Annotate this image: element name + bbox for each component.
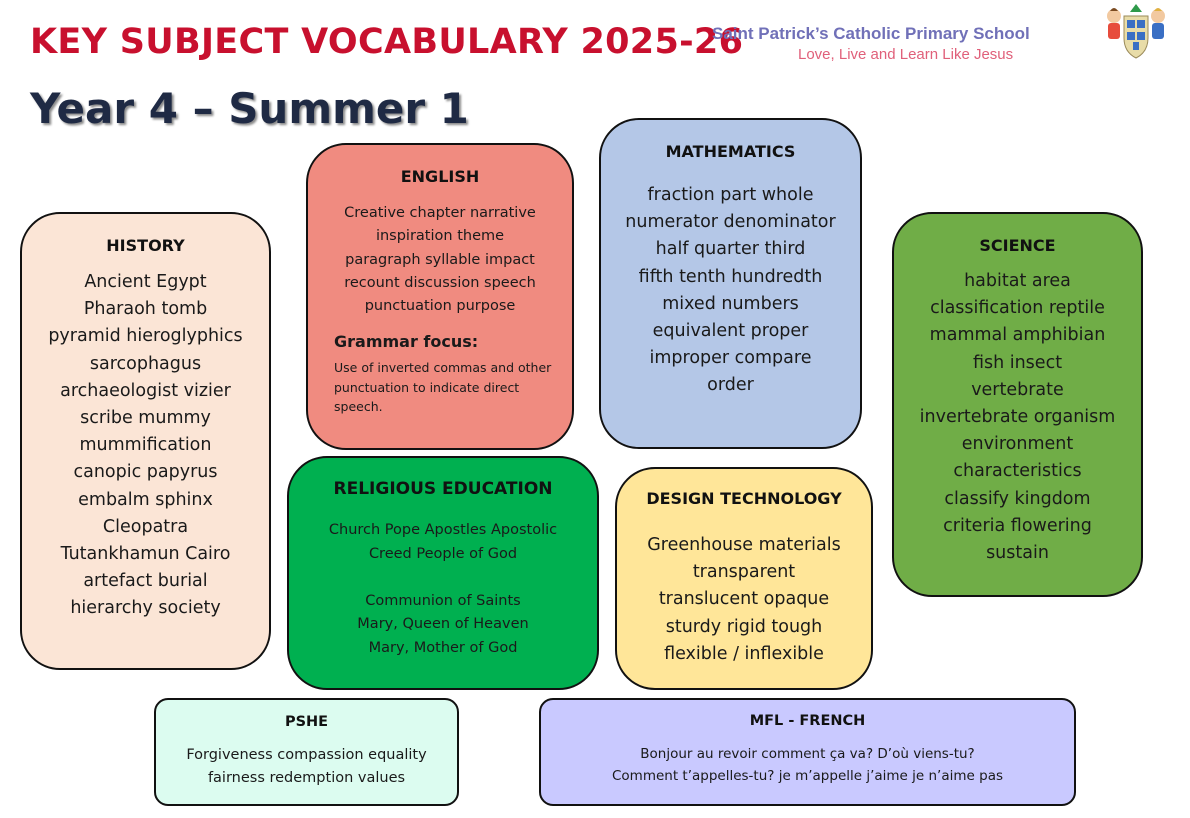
religious-education-title: RELIGIOUS EDUCATION: [333, 479, 553, 499]
history-words: Ancient Egypt Pharaoh tomb pyramid hieroglyphics sarcophagus archaeologist vizier scribe mummy mummification canopic papyrus embalm sphinx Cleopatra Tutankhamun Cairo artefact burial hierarchy society: [48, 272, 243, 619]
english-title: ENGLISH: [400, 167, 480, 186]
english-box: [306, 143, 574, 450]
pshe-words: Forgiveness compassion equality fairness redemption values: [186, 747, 427, 787]
grammar-focus-text: Use of inverted commas and other punctuation to indicate direct speech.: [334, 360, 552, 415]
pshe-box: [154, 698, 459, 806]
pshe-title: PSHE: [284, 714, 329, 730]
page-subtitle: Year 4 – Summer 1: [30, 84, 469, 133]
religious-education-box: [287, 456, 599, 690]
mfl-french-title: MFL - FRENCH: [749, 713, 866, 729]
english-words: Creative chapter narrative inspiration theme paragraph syllable impact recount discussion speech punctuation purpose: [344, 205, 536, 315]
design-technology-words: Greenhouse materials transparent translucent opaque sturdy rigid tough flexible / inflexible: [647, 535, 841, 664]
mfl-french-box: [539, 698, 1076, 806]
mathematics-title: MATHEMATICS: [665, 142, 796, 161]
grammar-focus-title: Grammar focus:: [334, 332, 479, 352]
science-title: SCIENCE: [979, 236, 1056, 255]
school-motto: Love, Live and Learn Like Jesus: [798, 46, 1014, 63]
school-crest-icon: [1100, 2, 1172, 62]
mfl-french-words: Bonjour au revoir comment ça va? D’où viens-tu? Comment t’appelles-tu? je m’appelle j’aime je n’aime pas: [611, 746, 1003, 784]
science-words: habitat area classification reptile mammal amphibian fish insect vertebrate invertebrate organism environment characteristics classify kingdom criteria flowering sustain: [919, 271, 1116, 564]
history-box: [20, 212, 271, 670]
mathematics-words: fraction part whole numerator denominator half quarter third fifth tenth hundredth mixed numbers equivalent proper improper compare order: [625, 185, 836, 396]
religious-education-words: Church Pope Apostles Apostolic Creed People of God Communion of Saints Mary, Queen of Heaven Mary, Mother of God: [328, 522, 558, 656]
design-technology-title: DESIGN TECHNOLOGY: [646, 489, 842, 508]
school-name: Saint Patrick’s Catholic Primary School: [712, 24, 1030, 43]
history-title: HISTORY: [106, 236, 185, 255]
mathematics-box: [599, 118, 862, 449]
science-box: [892, 212, 1143, 597]
page-title: KEY SUBJECT VOCABULARY 2025-26: [30, 22, 744, 62]
design-technology-box: [615, 467, 873, 690]
